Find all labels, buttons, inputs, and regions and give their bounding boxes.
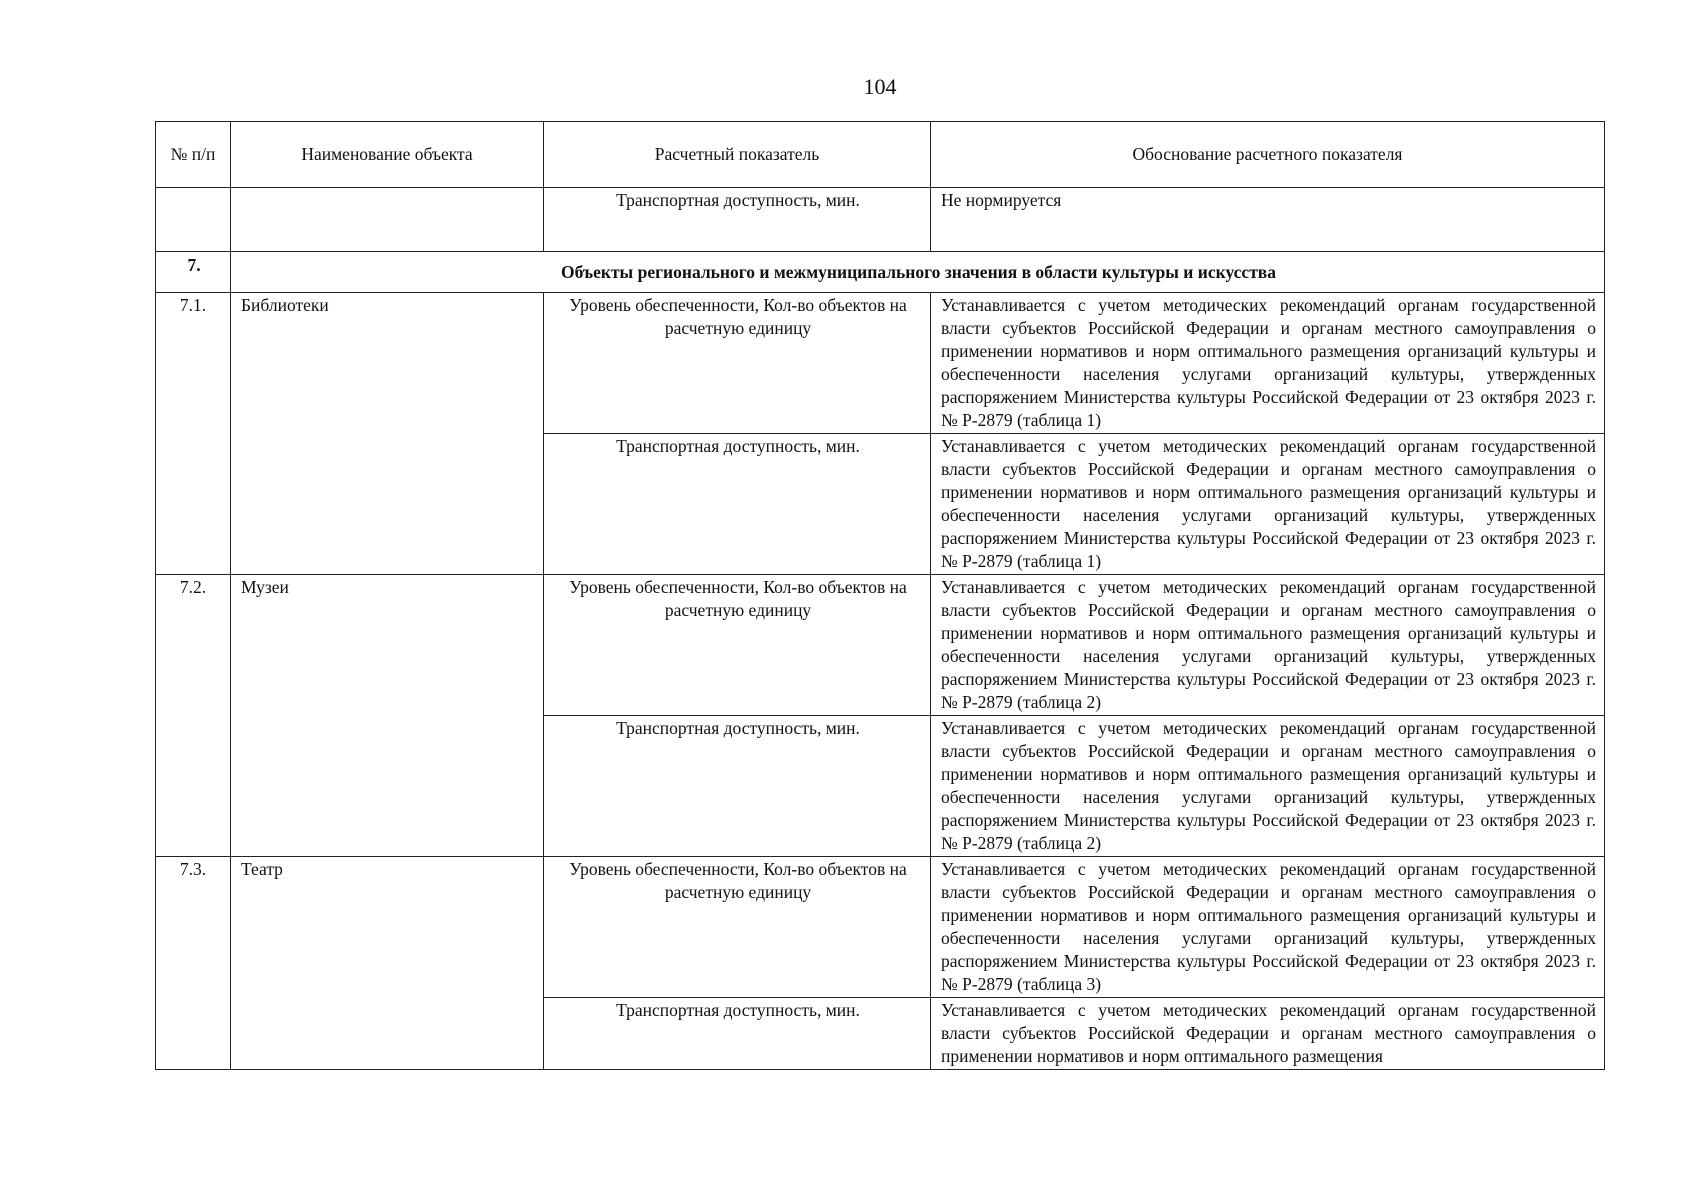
basis-text: Устанавливается с учетом методических рекомендаций органам государственной власти субъектов Российской Федерации и органам местного самоуправления о применении нормативов и норм оптимального размещения организаций культуры и обеспеченности населения услугами организаций культуры, утвержденных распоряжением Министерства культуры Российской Федерации от 23 октября 2023 г. № Р-2879 (таблица 2)	[941, 718, 1596, 853]
section-title: Объекты регионального и межмуниципального значения в области культуры и искусства	[231, 252, 1605, 293]
table-row	[156, 575, 1605, 716]
indicator-cell: Транспортная доступность, мин.	[544, 998, 931, 1070]
basis-text: Устанавливается с учетом методических рекомендаций органам государственной власти субъектов Российской Федерации и органам местного самоуправления о применении нормативов и норм оптимального размещения	[941, 1000, 1596, 1066]
basis-clip	[941, 999, 1596, 1068]
indicator-cell: Уровень обеспеченности, Кол-во объектов на расчетную единицу	[544, 575, 931, 716]
page-number: 104	[863, 74, 897, 99]
object-number: 7.3.	[156, 857, 231, 1070]
continued-indicator: Транспортная доступность, мин.	[544, 188, 931, 252]
basis-text: Устанавливается с учетом методических рекомендаций органам государственной власти субъектов Российской Федерации и органам местного самоуправления о применении нормативов и норм оптимального размещения организаций культуры и обеспеченности населения услугами организаций культуры, утвержденных распоряжением Министерства культуры Российской Федерации от 23 октября 2023 г. № Р-2879 (таблица 3)	[941, 859, 1596, 994]
basis-cell	[931, 293, 1605, 434]
basis-cell	[931, 575, 1605, 716]
indicator-cell: Уровень обеспеченности, Кол-во объектов на расчетную единицу	[544, 293, 931, 434]
object-name: Театр	[231, 857, 544, 1070]
indicator-cell: Уровень обеспеченности, Кол-во объектов на расчетную единицу	[544, 857, 931, 998]
continued-row	[156, 188, 1605, 252]
basis-text: Устанавливается с учетом методических рекомендаций органам государственной власти субъектов Российской Федерации и органам местного самоуправления о применении нормативов и норм оптимального размещения организаций культуры и обеспеченности населения услугами организаций культуры, утвержденных распоряжением Министерства культуры Российской Федерации от 23 октября 2023 г. № Р-2879 (таблица 2)	[941, 577, 1596, 712]
norms-table	[155, 121, 1605, 1070]
table-row	[156, 857, 1605, 998]
header-num: № п/п	[156, 122, 231, 188]
continued-basis: Не нормируется	[931, 188, 1605, 252]
basis-cell	[931, 998, 1605, 1070]
header-name: Наименование объекта	[231, 122, 544, 188]
basis-cell	[931, 857, 1605, 998]
continued-num-cell	[156, 188, 231, 252]
object-name: Библиотеки	[231, 293, 544, 575]
object-number: 7.2.	[156, 575, 231, 857]
basis-text: Устанавливается с учетом методических рекомендаций органам государственной власти субъектов Российской Федерации и органам местного самоуправления о применении нормативов и норм оптимального размещения организаций культуры и обеспеченности населения услугами организаций культуры, утвержденных распоряжением Министерства культуры Российской Федерации от 23 октября 2023 г. № Р-2879 (таблица 1)	[941, 295, 1596, 430]
basis-text: Устанавливается с учетом методических рекомендаций органам государственной власти субъектов Российской Федерации и органам местного самоуправления о применении нормативов и норм оптимального размещения организаций культуры и обеспеченности населения услугами организаций культуры, утвержденных распоряжением Министерства культуры Российской Федерации от 23 октября 2023 г. № Р-2879 (таблица 1)	[941, 436, 1596, 571]
table-row	[156, 293, 1605, 434]
object-number: 7.1.	[156, 293, 231, 575]
header-indicator: Расчетный показатель	[544, 122, 931, 188]
basis-cell	[931, 434, 1605, 575]
indicator-cell: Транспортная доступность, мин.	[544, 434, 931, 575]
object-name: Музеи	[231, 575, 544, 857]
section-number: 7.	[156, 252, 231, 293]
table-header-row	[156, 122, 1605, 188]
indicator-cell: Транспортная доступность, мин.	[544, 716, 931, 857]
basis-cell	[931, 716, 1605, 857]
continued-name-cell	[231, 188, 544, 252]
header-basis: Обоснование расчетного показателя	[931, 122, 1605, 188]
section-row	[156, 252, 1605, 293]
